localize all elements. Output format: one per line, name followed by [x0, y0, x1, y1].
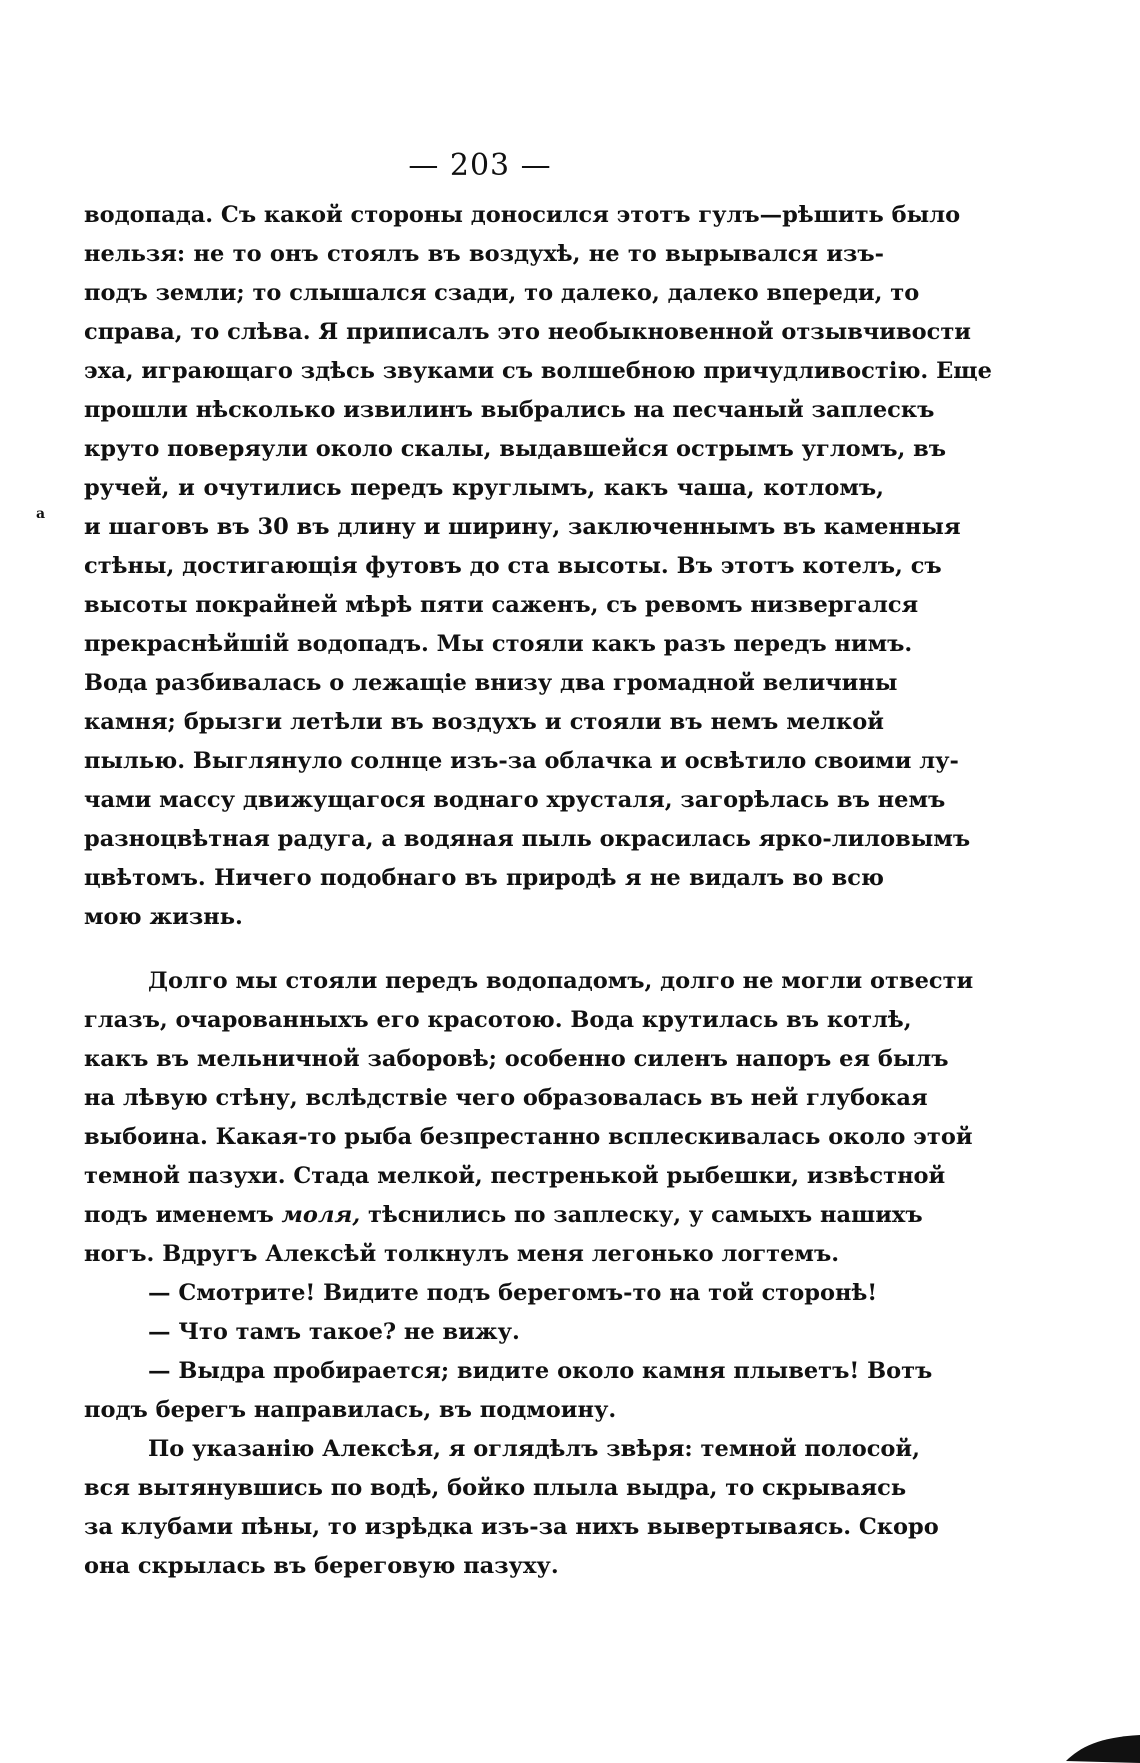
page-number: — 203 — [408, 148, 552, 183]
text-line [84, 1196, 923, 1235]
dialogue [84, 1274, 933, 1430]
text-line: камня; брызги летѣли въ воздухъ и стояли въ немъ мелкой [84, 709, 884, 735]
dialogue-line: — Что тамъ такое? не вижу. [148, 1319, 520, 1345]
text-line: высоты покрайней мѣрѣ пяти саженъ, съ ревомъ низвергался [84, 592, 919, 618]
text-line: чами массу движущагося воднаго хрусталя, загорѣлась въ немъ [84, 787, 946, 813]
text-line: темной пазухи. Стада мелкой, пестренькой рыбешки, извѣстной [84, 1163, 946, 1189]
text-line: на лѣвую стѣну, вслѣдствіе чего образовалась въ ней глубокая [84, 1085, 928, 1111]
text-line: ручей, и очутились передъ круглымъ, какъ чаша, котломъ, [84, 475, 884, 501]
paragraph-3 [84, 1430, 939, 1586]
text-line: и шаговъ въ 30 въ длину и ширину, заключеннымъ въ каменныя [84, 514, 961, 540]
text-line: нельзя: не то онъ стоялъ въ воздухѣ, не то вырывался изъ- [84, 241, 884, 267]
text-line: Долго мы стояли передъ водопадомъ, долго не могли отвести [148, 968, 974, 994]
text-fragment: тѣснились по заплеску, у самыхъ нашихъ [368, 1202, 923, 1228]
dialogue-line: подъ берегъ направилась, въ подмоину. [84, 1397, 617, 1423]
text-line: выбоина. Какая-то рыба безпрестанно всплескивалась около этой [84, 1124, 973, 1150]
text-line: вся вытянувшись по водѣ, бойко плыла выдра, то скрываясь [84, 1475, 907, 1501]
text-line: эха, играющаго здѣсь звуками съ волшебною причудливостію. Еще [84, 358, 992, 384]
text-line: за клубами пѣны, то изрѣдка изъ-за нихъ вывертываясь. Скоро [84, 1514, 939, 1540]
text-line: водопада. Съ какой стороны доносился этотъ гулъ—рѣшить было [84, 202, 961, 228]
text-line: ногъ. Вдругъ Алексѣй толкнулъ меня легонько логтемъ. [84, 1241, 840, 1267]
text-line: она скрылась въ береговую пазуху. [84, 1553, 559, 1579]
text-line: подъ земли; то слышался сзади, то далеко, далеко впереди, то [84, 280, 920, 306]
text-line: справа, то слѣва. Я приписалъ это необыкновенной отзывчивости [84, 319, 971, 345]
text-line: Вода разбивалась о лежащіе внизу два громадной величины [84, 670, 898, 696]
text-line: мою жизнь. [84, 904, 243, 930]
text-line: По указанію Алексѣя, я оглядѣлъ звѣря: темной полосой, [148, 1436, 920, 1462]
text-line: пылью. Выглянуло солнце изъ-за облачка и освѣтило своими лу- [84, 748, 959, 774]
paragraph-2 [84, 962, 974, 1274]
text-line: прекраснѣйшій водопадъ. Мы стояли какъ разъ передъ нимъ. [84, 631, 913, 657]
text-fragment: подъ именемъ [84, 1202, 274, 1228]
scan-corner-mark [1060, 1727, 1140, 1763]
text-line: цвѣтомъ. Ничего подобнаго въ природѣ я не видалъ во всю [84, 865, 884, 891]
text-line: стѣны, достигающія футовъ до ста высоты. Въ этотъ котелъ, съ [84, 553, 942, 579]
text-line: глазъ, очарованныхъ его красотою. Вода крутилась въ котлѣ, [84, 1007, 912, 1033]
italic-term: моля, [281, 1202, 361, 1228]
dialogue-line: — Выдра пробирается; видите около камня плыветъ! Вотъ [148, 1358, 933, 1384]
text-line: разноцвѣтная радуга, а водяная пыль окрасилась ярко-лиловымъ [84, 826, 971, 852]
dialogue-line: — Смотрите! Видите подъ берегомъ-то на той сторонѣ! [148, 1280, 878, 1306]
text-line: круто поверяули около скалы, выдавшейся острымъ угломъ, въ [84, 436, 947, 462]
paragraph-1 [84, 196, 992, 937]
margin-mark: a [36, 506, 46, 522]
text-line: прошли нѣсколько извилинъ выбрались на песчаный заплескъ [84, 397, 935, 423]
text-line: какъ въ мельничной заборовѣ; особенно силенъ напоръ ея былъ [84, 1046, 949, 1072]
